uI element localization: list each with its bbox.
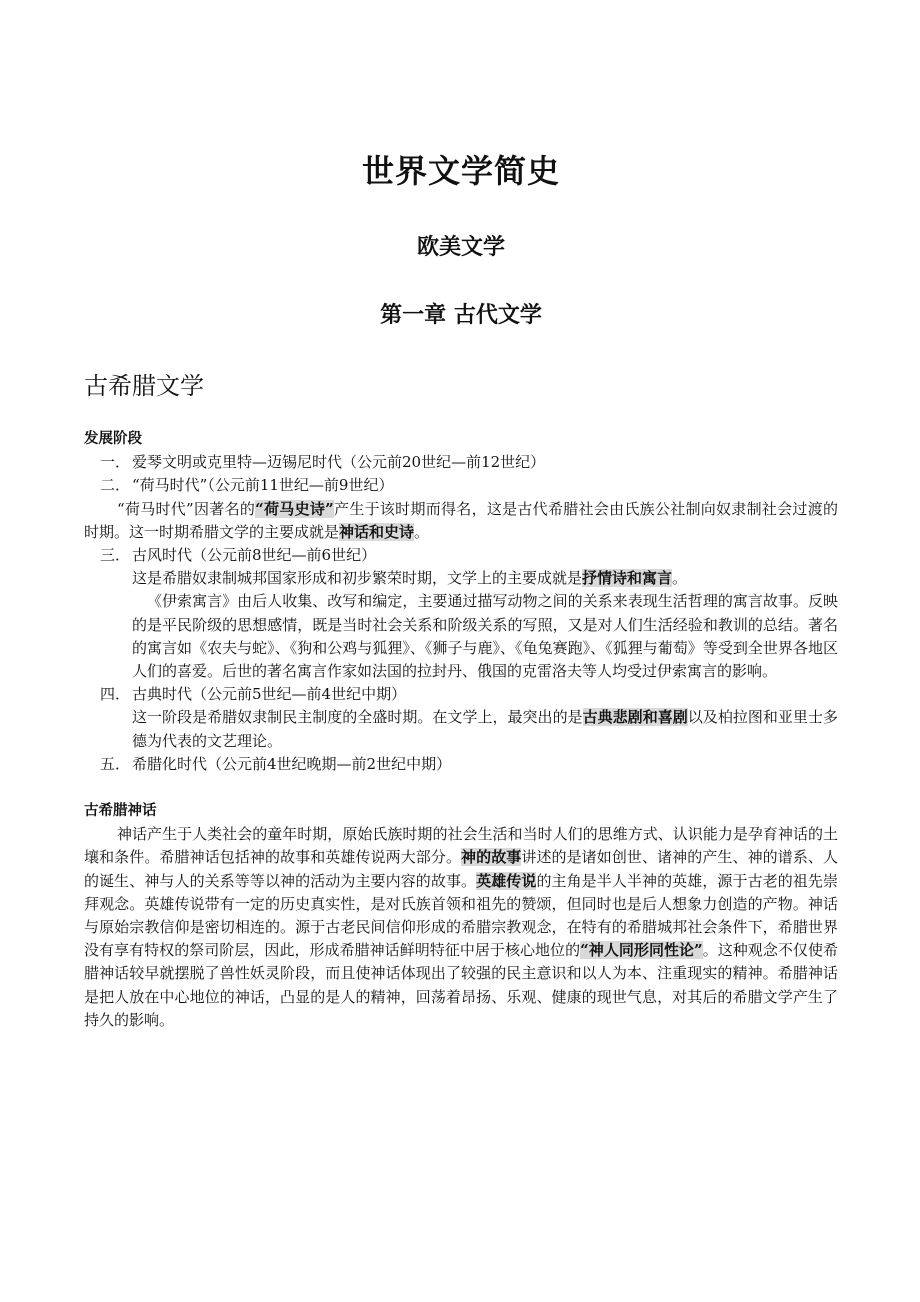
highlight: 神的故事 bbox=[461, 848, 522, 867]
stage-text: 希腊化时代（公元前4世纪晚期—前2世纪中期） bbox=[132, 754, 452, 773]
stage-item bbox=[84, 683, 838, 706]
highlight: “神人同形同性论” bbox=[580, 941, 703, 960]
document-body bbox=[84, 428, 838, 1032]
stage-number: 二． bbox=[100, 476, 131, 495]
text-run: 。 bbox=[672, 569, 688, 588]
stage-number: 一． bbox=[100, 453, 131, 472]
text-run: 这一阶段是希腊奴隶制民主制度的全盛时期。在文学上，最突出的是 bbox=[132, 708, 583, 727]
highlight: 古典悲剧和喜剧 bbox=[582, 708, 688, 727]
stage-number: 三． bbox=[100, 546, 131, 565]
text-run: 产生于该时期而得名，这是古代希腊社会由氏族公社制向奴隶制社会过渡的时期。这一时期希腊文学的主要成就是 bbox=[84, 499, 838, 541]
stage-text: “荷马时代”（公元前11世纪—前9世纪） bbox=[132, 476, 394, 495]
stage-item bbox=[84, 451, 838, 474]
homer-paragraph bbox=[84, 498, 838, 544]
highlight: “荷马史诗” bbox=[255, 499, 334, 518]
text-run: 以及柏拉图和亚里士多德为代表的文艺理论。 bbox=[132, 708, 838, 750]
text-run: 。这种观念不仅使希腊神话较早就摆脱了兽性妖灵阶段，而且使神话体现出了较强的民主意识和以人为本、注重现实的精神。希腊神话是把人放在中心地位的神话，凸显的是人的精神，回荡着昂扬、乐观、健康的现世气息，对其后的希腊文学产生了持久的影响。 bbox=[84, 941, 838, 1029]
stage-item bbox=[84, 753, 838, 776]
section-title: 古希腊文学 bbox=[84, 372, 204, 400]
myth-heading: 古希腊神话 bbox=[84, 803, 157, 820]
text-run: 讲述的是诸如创世、诸神的产生、神的谱系、人的诞生、神与人的关系等等以神的活动为主要内容的故事。 bbox=[84, 848, 838, 890]
text-run: “荷马时代”因著名的 bbox=[117, 499, 256, 518]
highlight: 抒情诗和寓言 bbox=[582, 569, 673, 588]
highlight: 英雄传说 bbox=[476, 871, 537, 890]
stage-number: 四． bbox=[100, 685, 131, 704]
document-subtitle: 欧美文学 bbox=[416, 234, 505, 260]
chapter-title: 第一章 古代文学 bbox=[380, 302, 542, 328]
classical-paragraph bbox=[132, 706, 838, 752]
archaic-paragraph bbox=[132, 567, 838, 590]
aesop-paragraph: 《伊索寓言》由后人收集、改写和编定，主要通过描写动物之间的关系来表现生活哲理的寓言故事。反映的是平民阶级的思想感情，既是当时社会关系和阶级关系的写照，又是对人们生活经验和教训的总结。著名的寓言如《农夫与蛇》、《狗和公鸡与狐狸》、《狮子与鹿》、《龟兔赛跑》、《狐狸与葡萄》等受到全世界各地区人们的喜爱。后世的著名寓言作家如法国的拉封丹、俄国的克雷洛夫等人均受过伊索寓言的影响。 bbox=[132, 592, 838, 681]
highlight: 神话和史诗 bbox=[339, 522, 415, 541]
stage-text: 古典时代（公元前5世纪—前4世纪中期） bbox=[132, 685, 407, 704]
stage-text: 爱琴文明或克里特—迈锡尼时代（公元前20世纪—前12世纪） bbox=[132, 453, 546, 472]
text-run: 这是希腊奴隶制城邦国家形成和初步繁荣时期，文学上的主要成就是 bbox=[132, 569, 583, 588]
stages-heading: 发展阶段 bbox=[84, 431, 142, 447]
stage-number: 五． bbox=[100, 754, 131, 773]
stage-item bbox=[84, 544, 838, 567]
myth-paragraph bbox=[84, 823, 838, 1032]
stage-item bbox=[84, 474, 838, 497]
text-run: 。 bbox=[414, 522, 430, 541]
text-run: 神话产生于人类社会的童年时期，原始氏族时期的社会生活和当时人们的思维方式、认识能力是孕育神话的土壤和条件。希腊神话包括神的故事和英雄传说两大部分。 bbox=[84, 825, 838, 867]
text-run: 的主角是半人半神的英雄，源于古老的祖先崇拜观念。英雄传说带有一定的历史真实性，是对氏族首领和祖先的赞颂，但同时也是后人想象力创造的产物。神话与原始宗教信仰是密切相连的。源于古老民间信仰形成的希腊宗教观念，在特有的希腊城邦社会条件下，希腊世界没有享有特权的祭司阶层，因此，形成希腊神话鲜明特征中居于核心地位的 bbox=[84, 871, 838, 960]
document-title: 世界文学简史 bbox=[361, 152, 560, 190]
stage-text: 古风时代（公元前8世纪—前6世纪） bbox=[132, 546, 377, 565]
